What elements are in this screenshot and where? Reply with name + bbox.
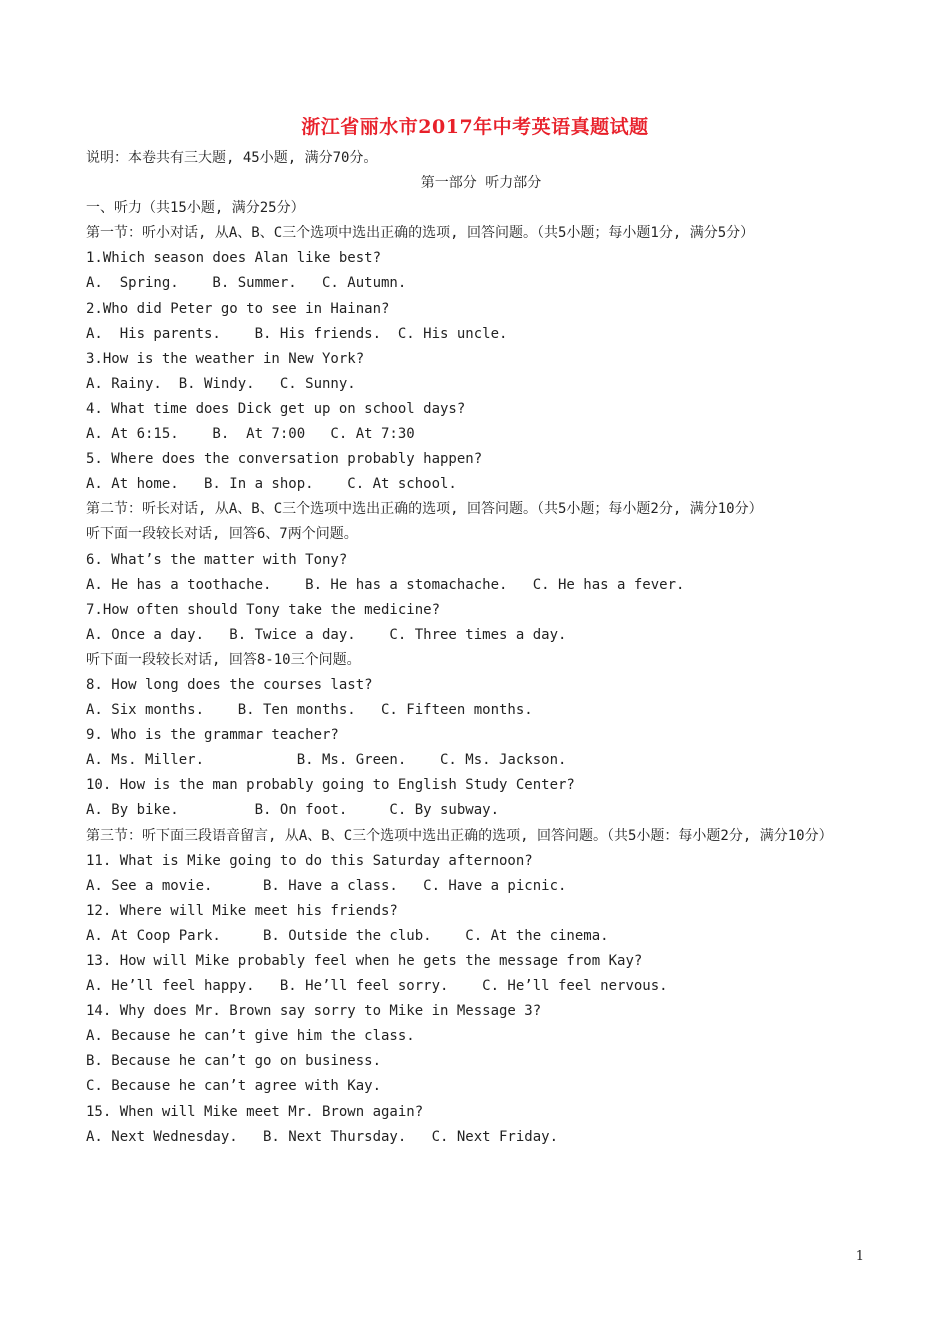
question-9: 9. Who is the grammar teacher? bbox=[86, 727, 339, 744]
question-9-options: A. Ms. Miller. B. Ms. Green. C. Ms. Jackson. bbox=[86, 752, 567, 769]
section-3-instruction: 第三节：听下面三段语音留言, 从A、B、C三个选项中选出正确的选项, 回答问题。（共5小题：每小题2分, 满分10分） bbox=[86, 827, 833, 844]
section-2-sub-instruction-1: 听下面一段较长对话, 回答6、7两个问题。 bbox=[86, 526, 358, 543]
section-2-sub-instruction-2: 听下面一段较长对话, 回答8-10三个问题。 bbox=[86, 651, 361, 668]
question-1-options: A. Spring. B. Summer. C. Autumn. bbox=[86, 275, 407, 292]
question-7-options: A. Once a day. B. Twice a day. C. Three times a day. bbox=[86, 626, 567, 643]
question-7: 7.How often should Tony take the medicine? bbox=[86, 601, 441, 618]
question-14: 14. Why does Mr. Brown say sorry to Mike in Message 3? bbox=[86, 1003, 542, 1020]
question-6: 6. What’s the matter with Tony? bbox=[86, 551, 348, 568]
question-13: 13. How will Mike probably feel when he gets the message from Kay? bbox=[86, 953, 643, 969]
question-14-option-c: C. Because he can’t agree with Kay. bbox=[86, 1078, 382, 1095]
question-10-options: A. By bike. B. On foot. C. By subway. bbox=[86, 802, 500, 819]
question-5-options: A. At home. B. In a shop. C. At school. bbox=[86, 476, 457, 493]
question-4-options: A. At 6:15. B. At 7:00 C. At 7:30 bbox=[86, 426, 415, 443]
question-3: 3.How is the weather in New York? bbox=[86, 350, 365, 367]
question-12: 12. Where will Mike meet his friends? bbox=[86, 902, 398, 919]
question-15-options: A. Next Wednesday. B. Next Thursday. C. Next Friday. bbox=[86, 1128, 559, 1145]
section-2-instruction: 第二节：听长对话, 从A、B、C三个选项中选出正确的选项, 回答问题。（共5小题；每小题2分, 满分10分） bbox=[86, 501, 763, 518]
question-12-options: A. At Coop Park. B. Outside the club. C. At the cinema. bbox=[86, 927, 609, 944]
question-11: 11. What is Mike going to do this Saturday afternoon? bbox=[86, 852, 533, 869]
document-body bbox=[86, 146, 876, 1150]
question-1: 1.Which season does Alan like best? bbox=[86, 250, 382, 267]
section-1-instruction: 第一节：听小对话, 从A、B、C三个选项中选出正确的选项, 回答问题。（共5小题；每小题1分, 满分5分） bbox=[86, 225, 755, 242]
question-4: 4. What time does Dick get up on school days? bbox=[86, 400, 466, 417]
question-8-options: A. Six months. B. Ten months. C. Fifteen months. bbox=[86, 702, 533, 719]
question-14-option-b: B. Because he can’t go on business. bbox=[86, 1053, 382, 1070]
question-6-options: A. He has a toothache. B. He has a stomachache. C. He has a fever. bbox=[86, 576, 685, 593]
question-2-options: A. His parents. B. His friends. C. His uncle. bbox=[86, 325, 508, 342]
intro-text: 说明：本卷共有三大题, 45小题, 满分70分。 bbox=[86, 150, 378, 166]
section-title: 一、听力（共15小题, 满分25分） bbox=[86, 200, 305, 217]
question-11-options: A. See a movie. B. Have a class. C. Have a picnic. bbox=[86, 877, 567, 894]
question-13-options: A. He’ll feel happy. B. He’ll feel sorry. C. He’ll feel nervous. bbox=[86, 978, 668, 995]
page-number: 1 bbox=[855, 1249, 864, 1264]
question-3-options: A. Rainy. B. Windy. C. Sunny. bbox=[86, 375, 356, 392]
question-8: 8. How long does the courses last? bbox=[86, 676, 373, 693]
part-title: 第一部分 听力部分 bbox=[420, 175, 542, 192]
question-5: 5. Where does the conversation probably happen? bbox=[86, 451, 483, 468]
document-title: 浙江省丽水市2017年中考英语真题试题 bbox=[301, 116, 649, 138]
question-15: 15. When will Mike meet Mr. Brown again? bbox=[86, 1103, 424, 1120]
question-2: 2.Who did Peter go to see in Hainan? bbox=[86, 300, 390, 317]
question-10: 10. How is the man probably going to English Study Center? bbox=[86, 777, 575, 794]
question-14-option-a: A. Because he can’t give him the class. bbox=[86, 1028, 415, 1045]
